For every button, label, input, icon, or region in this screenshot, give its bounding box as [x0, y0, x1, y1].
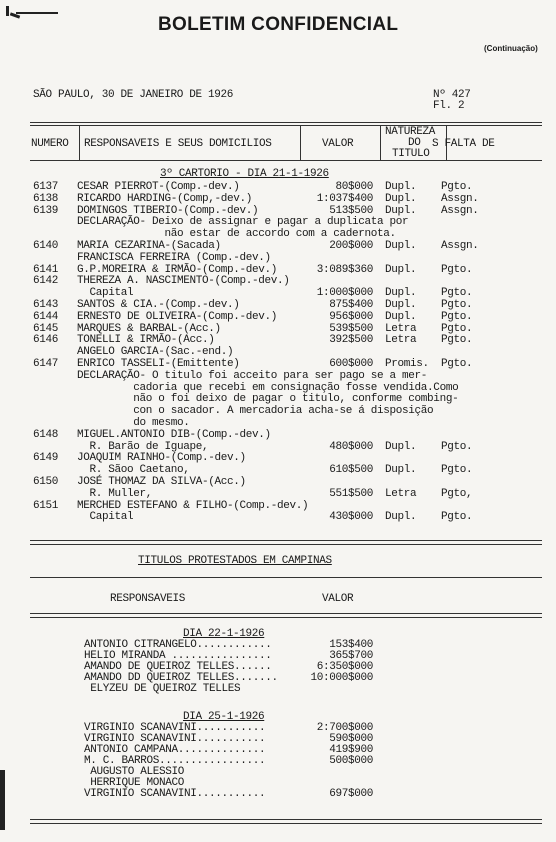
entry-value: 392$500: [329, 334, 373, 347]
protested-responsible: AMANDO DD QUEIROZ TELLES.......: [84, 672, 278, 684]
entry-reason: Pgto.: [441, 334, 473, 347]
bulletin-number: Nº 427: [433, 89, 471, 101]
entry-nature: Letra: [385, 487, 417, 500]
protested-value: 2:700$000: [316, 722, 373, 734]
section-rule: [30, 613, 542, 614]
col-header-valor-2: VALOR: [322, 593, 354, 605]
entry-number: 6137: [33, 181, 59, 193]
entry-responsible: MARQUES & BARBAL-(Acc.): [77, 322, 221, 335]
protested-value: 419$900: [329, 744, 373, 756]
entry-nature: Dupl.: [385, 263, 417, 276]
entry-value: 480$000: [329, 440, 373, 453]
entry-number: 6141: [33, 263, 59, 276]
section-rule: [30, 577, 542, 578]
entry-value: 200$000: [329, 240, 373, 252]
col-divider: [300, 125, 301, 160]
protested-value: 153$400: [329, 639, 373, 651]
entry-nature: Dupl.: [385, 511, 417, 524]
entry-responsible: JOSÉ THOMAZ DA SILVA-(Acc.): [77, 476, 246, 488]
protested-responsible: AMANDO DE QUEIROZ TELLES......: [84, 661, 272, 673]
entry-responsible: Capital: [77, 287, 134, 300]
col-divider: [79, 125, 80, 160]
entry-value: 80$000: [335, 181, 373, 193]
entry-number: 6142: [33, 275, 59, 288]
entry-nature: Promis.: [385, 358, 429, 370]
protested-responsible: HELIO MIRANDA ................: [84, 650, 272, 662]
entry-number: 6151: [33, 499, 59, 512]
entry-responsible: ENRICO TASSELI-(Emittente): [77, 358, 240, 370]
entry-nature: Letra: [385, 322, 417, 335]
entry-responsible: MIGUEL.ANTONIO DIB-(Comp.-dev.): [77, 428, 271, 441]
entry-reason: Pgto,: [441, 487, 473, 500]
entry-value: 1:000$000: [316, 287, 373, 300]
entry-value: 600$000: [329, 358, 373, 370]
col-header-responsaveis: RESPONSAVEIS E SEUS DOMICILIOS: [84, 138, 272, 150]
entry-nature: Dupl.: [385, 240, 417, 252]
col-header-natureza: NATUREZA: [385, 126, 436, 138]
entry-responsible: RICARDO HARDING-(Comp,-dev.): [77, 192, 253, 205]
entry-number: 6147: [33, 358, 59, 370]
entry-nature: Dupl.: [385, 299, 417, 311]
entry-responsible: ANGELO GARCIA-(Sac.-end.): [77, 346, 234, 359]
ink-mark: [16, 12, 58, 14]
entry-responsible: G.P.MOREIRA & IRMÃO-(Comp.-dev.): [77, 263, 278, 276]
protested-value: 365$700: [329, 650, 373, 662]
entry-value: 956$000: [329, 310, 373, 323]
entry-value: 1:037$400: [316, 192, 373, 205]
entry-responsible: CESAR PIERROT-(Comp.-dev.): [77, 181, 240, 193]
entry-responsible: Capital: [77, 511, 134, 524]
entry-reason: Pgto.: [441, 181, 473, 193]
footer-rule: [30, 823, 542, 824]
entry-responsible: não estar de accordo com a cadernota.: [77, 228, 396, 241]
entry-nature: Dupl.: [385, 464, 417, 477]
header-rule-bottom: [30, 160, 542, 161]
entry-number: 6148: [33, 428, 59, 441]
protested-responsible: VIRGINIO SCANAVINI...........: [84, 722, 266, 734]
entry-value: 430$000: [329, 511, 373, 524]
col-header-falta: S FALTA DE: [432, 138, 495, 150]
section-heading: 3º CARTORIO - DIA 21-1-1926: [160, 168, 329, 180]
entry-reason: Pgto.: [441, 464, 473, 477]
date-line: SÃO PAULO, 30 DE JANEIRO DE 1926: [33, 89, 234, 101]
entry-number: 6143: [33, 299, 59, 311]
entry-responsible: THEREZA A. NASCIMENTO-(Comp.-dev.): [77, 275, 290, 288]
day-heading: DIA 22-1-1926: [183, 628, 265, 640]
header-rule-top-2: [30, 125, 542, 126]
entry-value: 875$400: [329, 299, 373, 311]
entry-reason: Pgto.: [441, 310, 473, 323]
entry-nature: Dupl.: [385, 204, 417, 217]
entry-nature: Letra: [385, 334, 417, 347]
entry-responsible: cadoria que recebi em consignação fosse vendida.Como: [77, 381, 459, 394]
col-header-natureza: TITULO: [392, 148, 430, 160]
entry-reason: Pgto.: [441, 511, 473, 524]
ink-mark: [0, 770, 5, 830]
section-rule: [30, 544, 542, 545]
entry-number: 6138: [33, 192, 59, 205]
entry-responsible: ERNESTO DE OLIVEIRA-(Comp.-dev.): [77, 310, 278, 323]
protested-value: 590$000: [329, 733, 373, 745]
entry-reason: Pgto.: [441, 322, 473, 335]
protested-responsible: VIRGINIO SCANAVINI...........: [84, 788, 266, 800]
col-header-natureza: DO: [408, 137, 421, 149]
section-rule: [30, 617, 542, 618]
protested-responsible: VIRGINIO SCANAVINI...........: [84, 733, 266, 745]
entry-responsible: MERCHED ESTEFANO & FILHO-(Comp.-dev.): [77, 499, 309, 512]
entry-reason: Assgn.: [441, 192, 479, 205]
entry-reason: Assgn.: [441, 240, 479, 252]
entry-number: 6139: [33, 204, 59, 217]
protested-responsible: M. C. BARROS.................: [84, 755, 266, 767]
col-divider: [380, 125, 381, 160]
entry-number: 6150: [33, 476, 59, 488]
protested-responsible: HERRIQUE MONACO: [84, 777, 185, 789]
entry-value: 610$500: [329, 464, 373, 477]
entry-reason: Pgto.: [441, 358, 473, 370]
entry-responsible: MARIA CEZARINA-(Sacada): [77, 240, 221, 252]
continuation-label: (Continuação): [484, 44, 538, 53]
protested-value: 10:000$000: [310, 672, 373, 684]
entry-reason: Pgto.: [441, 440, 473, 453]
entry-responsible: SANTOS & CIA.-(Comp.-dev.): [77, 299, 240, 311]
col-header-responsaveis-2: RESPONSAVEIS: [110, 593, 186, 605]
entry-responsible: DOMINGOS TIBERIO-(Comp.-dev.): [77, 204, 259, 217]
entry-number: 6144: [33, 310, 59, 323]
protested-responsible: ANTONIO CAMPANA..............: [84, 744, 266, 756]
entry-responsible: R. Muller,: [77, 487, 153, 500]
declaration-text: DECLARAÇÃO- Deixo de assignar e pagar a duplicata por: [77, 216, 409, 229]
protested-responsible: AUGUSTO ALESSIO: [84, 766, 185, 778]
entry-value: 513$500: [329, 204, 373, 217]
entry-responsible: FRANCISCA FERREIRA (Comp.-dev.): [77, 251, 271, 264]
footer-rule: [30, 819, 542, 820]
entry-responsible: TONELLI & IRMÃO-(Acc.): [77, 334, 215, 347]
entry-number: 6145: [33, 322, 59, 335]
entry-responsible: JOAQUIM RAINHO-(Comp.-dev.): [77, 452, 246, 465]
page-title: BOLETIM CONFIDENCIAL: [158, 14, 399, 35]
protested-value: 697$000: [329, 788, 373, 800]
entry-number: 6149: [33, 452, 59, 465]
entry-reason: Pgto.: [441, 263, 473, 276]
entry-value: 539$500: [329, 322, 373, 335]
entry-responsible: R. Sãoo Caetano,: [77, 464, 190, 477]
sheet-number: Fl. 2: [433, 100, 465, 112]
entry-value: 551$500: [329, 487, 373, 500]
entry-nature: Dupl.: [385, 192, 417, 205]
entry-number: 6140: [33, 240, 59, 252]
entry-number: 6146: [33, 334, 59, 347]
col-header-valor: VALOR: [322, 138, 354, 150]
entry-nature: Dupl.: [385, 181, 417, 193]
protested-responsible: ANTONIO CITRANGELO............: [84, 639, 272, 651]
protested-responsible: ELYZEU DE QUEIROZ TELLES: [84, 683, 241, 695]
entry-responsible: não o foi deixo de pagar o titulo, conforme combing-: [77, 393, 459, 406]
header-rule-top: [30, 122, 542, 123]
section-rule: [30, 540, 542, 541]
ink-mark: [6, 6, 9, 16]
section2-title: TITULOS PROTESTADOS EM CAMPINAS: [138, 555, 332, 567]
entry-nature: Dupl.: [385, 310, 417, 323]
entry-nature: Dupl.: [385, 287, 417, 300]
entry-reason: Pgto.: [441, 299, 473, 311]
entry-responsible: con o sacador. A mercadoria acha-se á disposição: [77, 405, 434, 418]
declaration-text: DECLARAÇÃO- O titulo foi acceito para ser pago se a mer-: [77, 369, 428, 382]
entry-responsible: R. Barão de Iguape,: [77, 440, 209, 453]
entry-reason: Assgn.: [441, 204, 479, 217]
day-heading: DIA 25-1-1926: [183, 711, 265, 723]
entry-nature: Dupl.: [385, 440, 417, 453]
entry-reason: Pgto.: [441, 287, 473, 300]
protested-value: 6:350$000: [316, 661, 373, 673]
entry-responsible: do mesmo.: [77, 417, 190, 429]
entry-value: 3:089$360: [316, 263, 373, 276]
protested-value: 500$000: [329, 755, 373, 767]
col-header-numero: NUMERO: [31, 138, 69, 150]
